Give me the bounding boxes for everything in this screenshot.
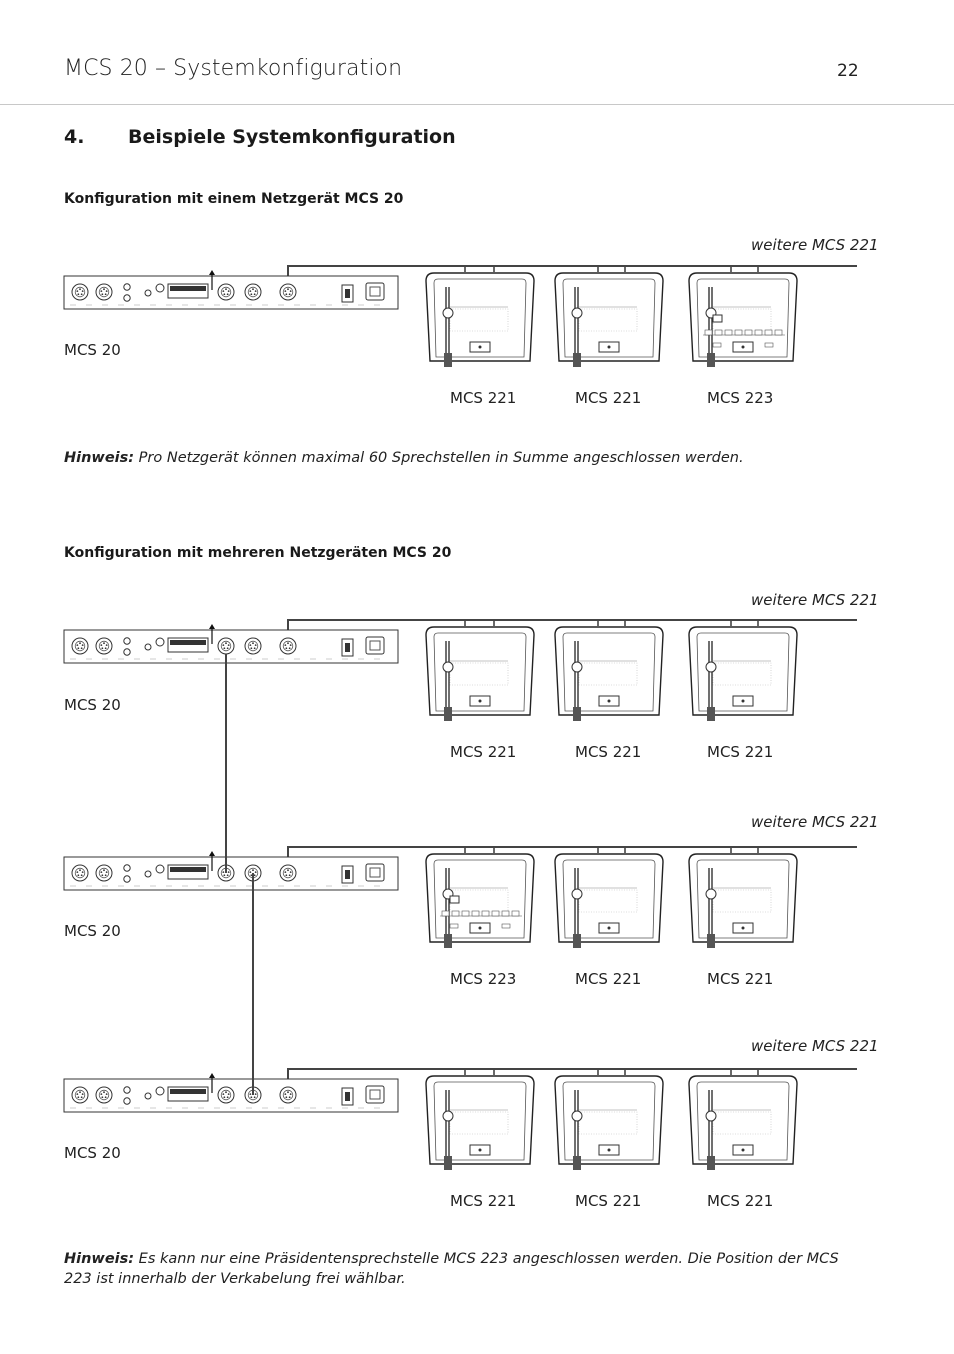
page-number: 22 [837, 61, 859, 81]
more-units-label: weitere MCS 221 [751, 236, 879, 254]
psu-mcs20-rear-panel [64, 624, 398, 663]
psu-label: MCS 20 [64, 341, 121, 359]
console-mcs221 [555, 273, 663, 367]
note-text: Pro Netzgerät können maximal 60 Sprechstellen in Summe angeschlossen werden. [134, 450, 744, 466]
console-mcs221 [426, 627, 534, 721]
more-units-label: weitere MCS 221 [751, 813, 879, 831]
psu-label: MCS 20 [64, 696, 121, 714]
psu-mcs20-rear-panel [64, 851, 398, 890]
note-text: Es kann nur eine Präsidentensprechstelle MCS 223 angeschlossen werden. Die Position der MCS 223 ist innerhalb der Verkabelung frei wählbar. [64, 1251, 839, 1287]
console-mcs221 [689, 1076, 797, 1170]
unit-label: MCS 221 [575, 389, 642, 407]
unit-label: MCS 221 [575, 970, 642, 988]
unit-label: MCS 223 [450, 970, 517, 988]
console-mcs223 [426, 854, 534, 948]
unit-label: MCS 221 [450, 389, 517, 407]
section-title: Beispiele Systemkonfiguration [128, 126, 456, 148]
unit-label: MCS 221 [450, 743, 517, 761]
unit-label: MCS 221 [707, 1192, 774, 1210]
console-mcs221 [689, 854, 797, 948]
more-units-label: weitere MCS 221 [751, 1037, 879, 1055]
page-header-title: MCS 20 – Systemkonfiguration [64, 56, 403, 81]
unit-label: MCS 223 [707, 389, 774, 407]
section-number: 4. [64, 126, 85, 148]
console-mcs221 [426, 1076, 534, 1170]
console-mcs223 [689, 273, 797, 367]
config-single-heading: Konfiguration mit einem Netzgerät MCS 20 [64, 191, 404, 207]
config-multi-heading: Konfiguration mit mehreren Netzgeräten MCS 20 [64, 545, 452, 561]
unit-label: MCS 221 [575, 1192, 642, 1210]
psu-label: MCS 20 [64, 1144, 121, 1162]
note-label: Hinweis: [64, 450, 135, 466]
psu-mcs20-rear-panel [64, 270, 398, 309]
unit-label: MCS 221 [707, 743, 774, 761]
unit-label: MCS 221 [450, 1192, 517, 1210]
note-label: Hinweis: [64, 1251, 135, 1267]
unit-label: MCS 221 [575, 743, 642, 761]
more-units-label: weitere MCS 221 [751, 591, 879, 609]
console-mcs221 [555, 1076, 663, 1170]
psu-label: MCS 20 [64, 922, 121, 940]
note-single [64, 448, 884, 468]
console-mcs221 [426, 273, 534, 367]
psu-mcs20-rear-panel [64, 1073, 398, 1112]
console-mcs221 [555, 627, 663, 721]
note-multi [64, 1249, 854, 1289]
console-mcs221 [555, 854, 663, 948]
console-mcs221 [689, 627, 797, 721]
unit-label: MCS 221 [707, 970, 774, 988]
